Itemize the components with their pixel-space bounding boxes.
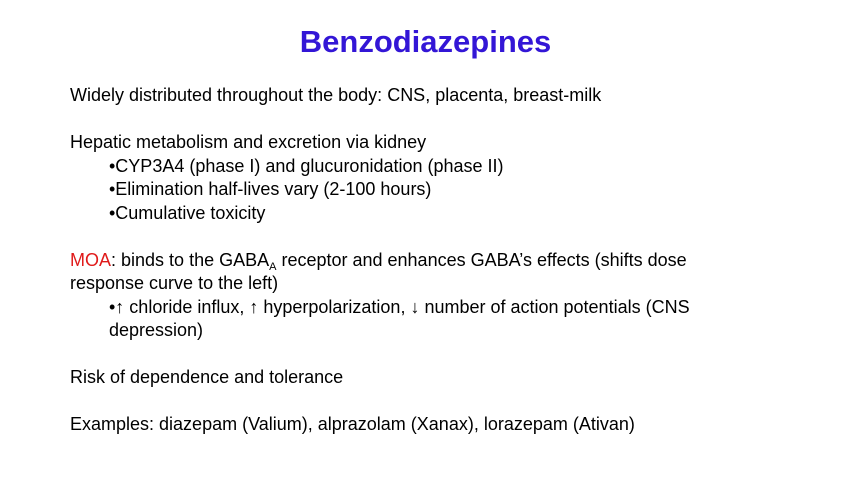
moa-text-end: receptor and enhances GABA’s effects (shifts dose — [276, 249, 687, 270]
examples-line: Examples: diazepam (Valium), alprazolam (Xanax), lorazepam (Ativan) — [70, 414, 635, 434]
spacer — [70, 343, 810, 367]
moa-bullet-line2: depression) — [109, 320, 204, 340]
metabolism-bullet: •Elimination half-lives vary (2-100 hours) — [109, 179, 432, 199]
slide-title: Benzodiazepines — [299, 24, 552, 59]
moa-label: MOA — [70, 249, 112, 270]
metabolism-bullet: •Cumulative toxicity — [109, 202, 266, 223]
spacer — [70, 390, 810, 414]
moa-bullet-line1: •↑ chloride influx, ↑ hyperpolarization, ↓ number of action potentials (CNS — [109, 296, 690, 317]
spacer — [70, 108, 810, 132]
spacer — [70, 225, 810, 249]
moa-text-start: : binds to the GABA — [111, 249, 270, 270]
moa-line — [70, 249, 810, 273]
metabolism-bullet: •CYP3A4 (phase I) and glucuronidation (phase II) — [109, 155, 504, 176]
metabolism-heading: Hepatic metabolism and excretion via kidney — [70, 132, 427, 152]
gaba-subscript: A — [269, 260, 277, 273]
slide-body — [70, 84, 810, 437]
distribution-line: Widely distributed throughout the body: CNS, placenta, breast-milk — [70, 85, 602, 105]
risk-line: Risk of dependence and tolerance — [70, 367, 344, 387]
moa-continuation: response curve to the left) — [70, 273, 279, 293]
